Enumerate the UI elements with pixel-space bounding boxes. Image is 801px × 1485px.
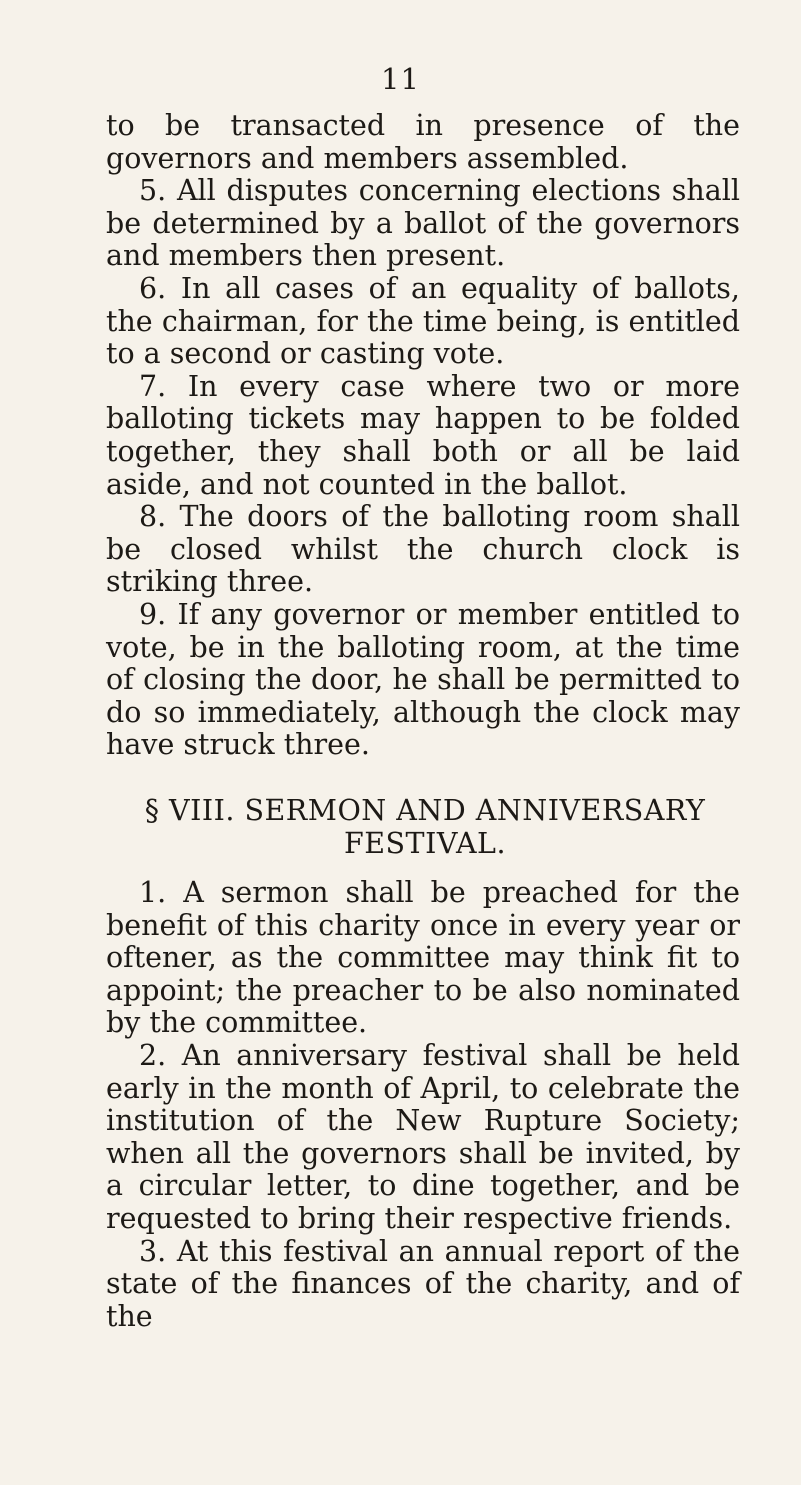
paragraph-continued: to be transacted in presence of the governors and members assembled.	[106, 109, 740, 175]
rule-6: 6. In all cases of an equality of ballots, the chairman, for the time being, is entitled to a second or casting vote.	[106, 271, 740, 371]
sermon-festival-rules-block	[106, 877, 740, 1333]
section-heading-line-2: FESTIVAL.	[343, 826, 507, 860]
section-heading-line-1: § VIII. SERMON AND ANNIVERSARY	[144, 794, 706, 827]
rule-9: 9. If any governor or member entitled to vote, be in the balloting room, at the time of closing the door, he shall be permitted to do so immediately, although the clock may have struck three.	[106, 597, 740, 762]
rule-3: 3. At this festival an annual report of the state of the finances of the charity, and of the	[106, 1234, 740, 1333]
rule-2: 2. An anniversary festival shall be held early in the month of April, to celebrate the institution of the New Rupture Society; when all the governors shall be invited, by a circular letter, to dine together, and be requested to bring their respective friends.	[106, 1038, 740, 1235]
rule-1: 1. A sermon shall be preached for the benefit of this charity once in every year or oftener, as the committee may think fit to appoint; the preacher to be also nominated by the committee.	[106, 876, 740, 1040]
page-number: 11	[381, 62, 420, 96]
rules-continued-block	[106, 110, 740, 762]
section-heading	[100, 795, 750, 860]
rule-5: 5. All disputes concerning elections shall be determined by a ballot of the governors and members then present.	[106, 174, 740, 273]
rule-8: 8. The doors of the balloting room shall be closed whilst the church clock is striking three.	[106, 500, 740, 599]
rule-7: 7. In every case where two or more balloting tickets may happen to be folded together, they shall both or all be laid aside, and not counted in the ballot.	[106, 369, 740, 501]
